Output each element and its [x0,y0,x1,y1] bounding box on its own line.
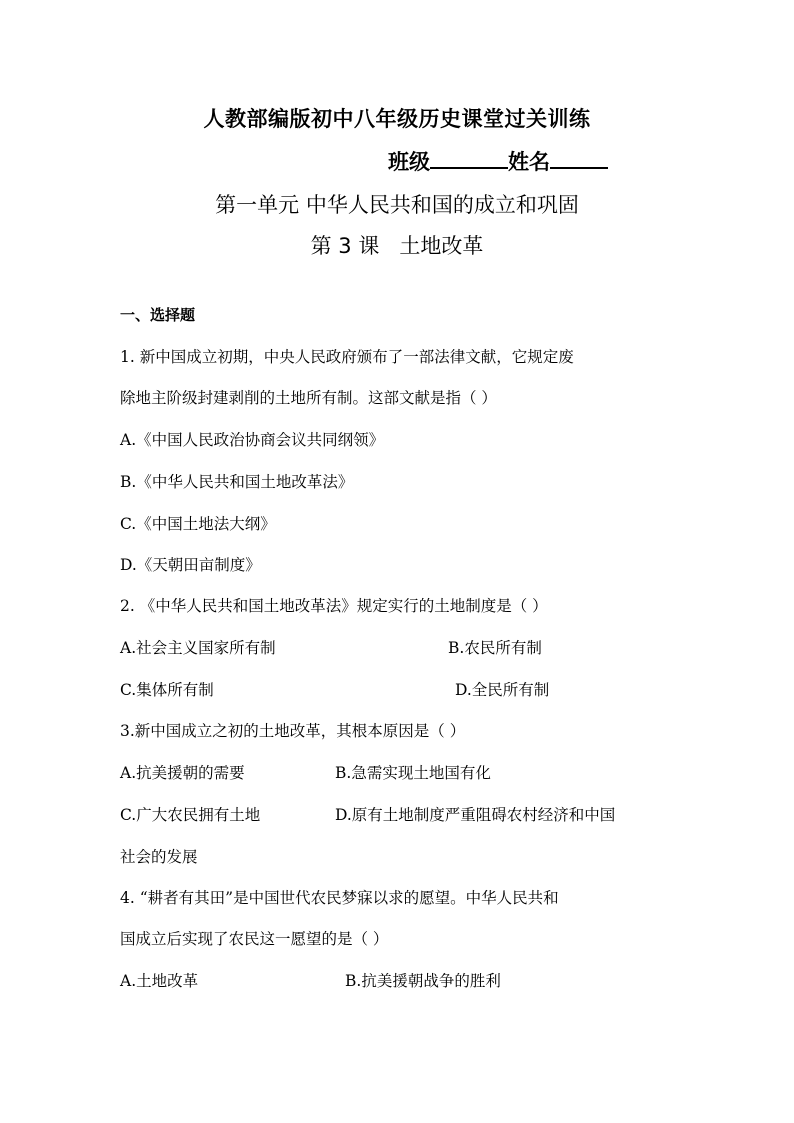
unit-title: 第一单元 中华人民共和国的成立和巩固 [215,193,579,217]
question-1-stem-line-2: 除地主阶级封建剥削的土地所有制。这部文献是指（ ） [120,389,497,407]
question-2-option-c: C.集体所有制 [120,681,214,699]
question-3-option-b: B.急需实现土地国有化 [335,764,491,782]
question-2-option-b: B.农民所有制 [448,639,542,657]
question-4-option-b: B.抗美援朝战争的胜利 [345,972,501,990]
name-label: 姓名 [508,150,550,174]
question-4-stem-line-1: 4. “耕者有其田”是中国世代农民梦寐以求的愿望。中华人民共和 [120,889,559,907]
question-2-option-d: D.全民所有制 [455,681,550,699]
question-3-option-d: D.原有土地制度严重阻碍农村经济和中国 [335,806,616,824]
question-4-stem-line-2: 国成立后实现了农民这一愿望的是（ ） [120,930,389,948]
name-blank[interactable] [550,147,608,169]
question-4-option-a: A.土地改革 [120,972,199,990]
question-2-stem-line-1: 2. 《中华人民共和国土地改革法》规定实行的土地制度是（ ） [120,597,548,615]
question-1-option-d: D.《天朝田亩制度》 [120,556,261,574]
question-2-option-a: A.社会主义国家所有制 [120,639,276,657]
document-title: 人教部编版初中八年级历史课堂过关训练 [203,107,591,131]
question-3-option-c: C.广大农民拥有土地 [120,806,261,824]
lesson-title: 第 3 课 土地改革 [310,234,484,258]
question-1-stem-line-1: 1. 新中国成立初期，中央人民政府颁布了一部法律文献，它规定废 [120,348,574,366]
section-heading: 一、选择题 [120,306,196,324]
question-1-option-a: A.《中国人民政治协商会议共同纲领》 [120,431,385,449]
class-blank[interactable] [430,147,508,169]
class-name-line [388,146,608,176]
question-3-option-d-cont: 社会的发展 [120,848,198,866]
question-3-stem-line-1: 3.新中国成立之初的土地改革，其根本原因是（ ） [120,722,466,740]
question-1-option-c: C.《中国土地法大纲》 [120,515,276,533]
question-3-option-a: A.抗美援朝的需要 [120,764,245,782]
question-1-option-b: B.《中华人民共和国土地改革法》 [120,473,354,491]
class-label: 班级 [388,150,430,174]
